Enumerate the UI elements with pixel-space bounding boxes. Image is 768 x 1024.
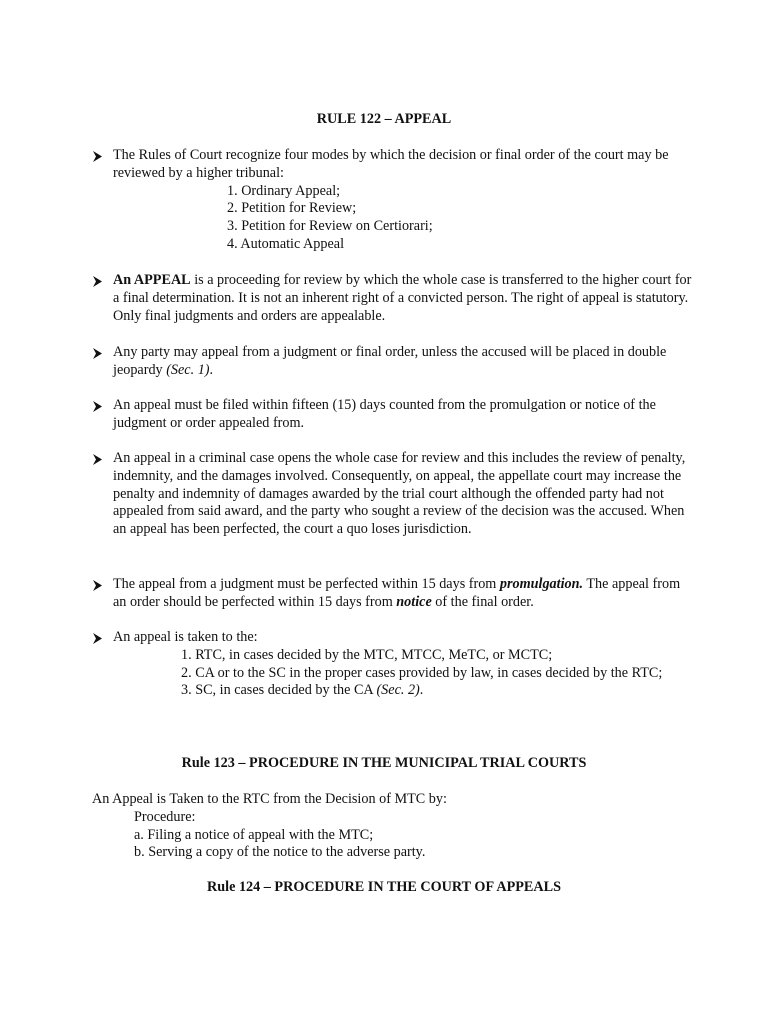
text-part: of the final order. [431, 593, 534, 610]
list-item: 2. Petition for Review; [227, 200, 357, 217]
appellate-courts-list [181, 647, 681, 700]
bullet-body: Any party may appeal from a judgment or final order, unless the accused will be placed in double jeopardy [113, 344, 667, 378]
bullet-appellate-courts [92, 629, 692, 700]
rule-122-heading: RULE 122 – APPEAL [316, 111, 452, 127]
bullet-text [113, 344, 692, 380]
arrow-bullet-icon [92, 151, 103, 162]
list-item: 4. Automatic Appeal [227, 235, 345, 252]
list-item: 1. Ordinary Appeal; [227, 182, 341, 199]
promulgation-emphasis: promulgation. [499, 576, 584, 592]
arrow-bullet-icon [92, 276, 103, 287]
bullet-text: The Rules of Court recognize four modes by which the decision or final order of the court may be reviewed by a higher tribunal: [113, 147, 669, 181]
bullet-end: . [209, 361, 214, 378]
modes-list [227, 183, 692, 254]
section-citation: (Sec. 2) [376, 682, 420, 699]
procedure-label: Procedure: [134, 808, 196, 825]
list-item [181, 682, 681, 700]
rule-124-heading: Rule 124 – PROCEDURE IN THE COURT OF APPEALS [207, 879, 561, 895]
list-item-text: 3. SC, in cases decided by the CA [181, 682, 377, 699]
bullet-modes-of-review [92, 147, 692, 254]
appeal-term: An APPEAL [113, 272, 191, 288]
list-item: 1. RTC, in cases decided by the MTC, MTCC, MeTC, or MCTC; [181, 646, 553, 663]
rule-123-heading: Rule 123 – PROCEDURE IN THE MUNICIPAL TRIAL COURTS [181, 755, 587, 771]
bullet-appeal-definition [92, 272, 692, 325]
procedure-step: b. Serving a copy of the notice to the adverse party. [134, 844, 426, 861]
list-item: 3. Petition for Review on Certiorari; [227, 218, 433, 235]
rule-123-intro: An Appeal is Taken to the RTC from the Decision of MTC by: [92, 791, 447, 807]
bullet-filing-period [92, 397, 692, 433]
bullet-text [113, 576, 692, 612]
bullet-text: An appeal is taken to the: [113, 629, 258, 645]
appeal-definition-text: is a proceeding for review by which the whole case is transferred to the higher court for a final determination. It is not an inherent right of a convicted person. The right of appeal is statutory. Only final judgments and orders are appealable. [113, 272, 692, 324]
list-item: 2. CA or to the SC in the proper cases provided by law, in cases decided by the RTC; [181, 664, 663, 681]
text-part: The appeal from an order should be perfected within 15 days from [113, 576, 681, 610]
arrow-bullet-icon [92, 580, 103, 591]
text-part: The appeal from a judgment must be perfected within 15 days from [113, 576, 500, 592]
bullet-text [113, 272, 692, 325]
bullet-perfection-period [92, 576, 692, 612]
bullet-text: An appeal must be filed within fifteen (15) days counted from the promulgation or notice of the judgment or order appealed from. [113, 397, 656, 431]
arrow-bullet-icon [92, 401, 103, 412]
arrow-bullet-icon [92, 454, 103, 465]
arrow-bullet-icon [92, 348, 103, 359]
list-item-end: . [419, 682, 424, 699]
bullet-text: An appeal in a criminal case opens the whole case for review and this includes the review of penalty, indemnity, and the damages involved. Consequently, on appeal, the appellate court may increase the penalty and indemnity of damages awarded by the trial court although the offended party had not appealed from said award, and the party who sought a review of the decision was the accused. When an appeal has been perfected, the court a quo loses jurisdiction. [113, 450, 686, 538]
arrow-bullet-icon [92, 633, 103, 644]
procedure-step: a. Filing a notice of appeal with the MTC; [134, 826, 374, 843]
notice-emphasis: notice [396, 593, 432, 610]
bullet-criminal-case-appeal [92, 450, 692, 539]
bullet-double-jeopardy [92, 344, 692, 380]
rule-123-body [92, 791, 692, 862]
section-citation: (Sec. 1) [166, 361, 210, 378]
